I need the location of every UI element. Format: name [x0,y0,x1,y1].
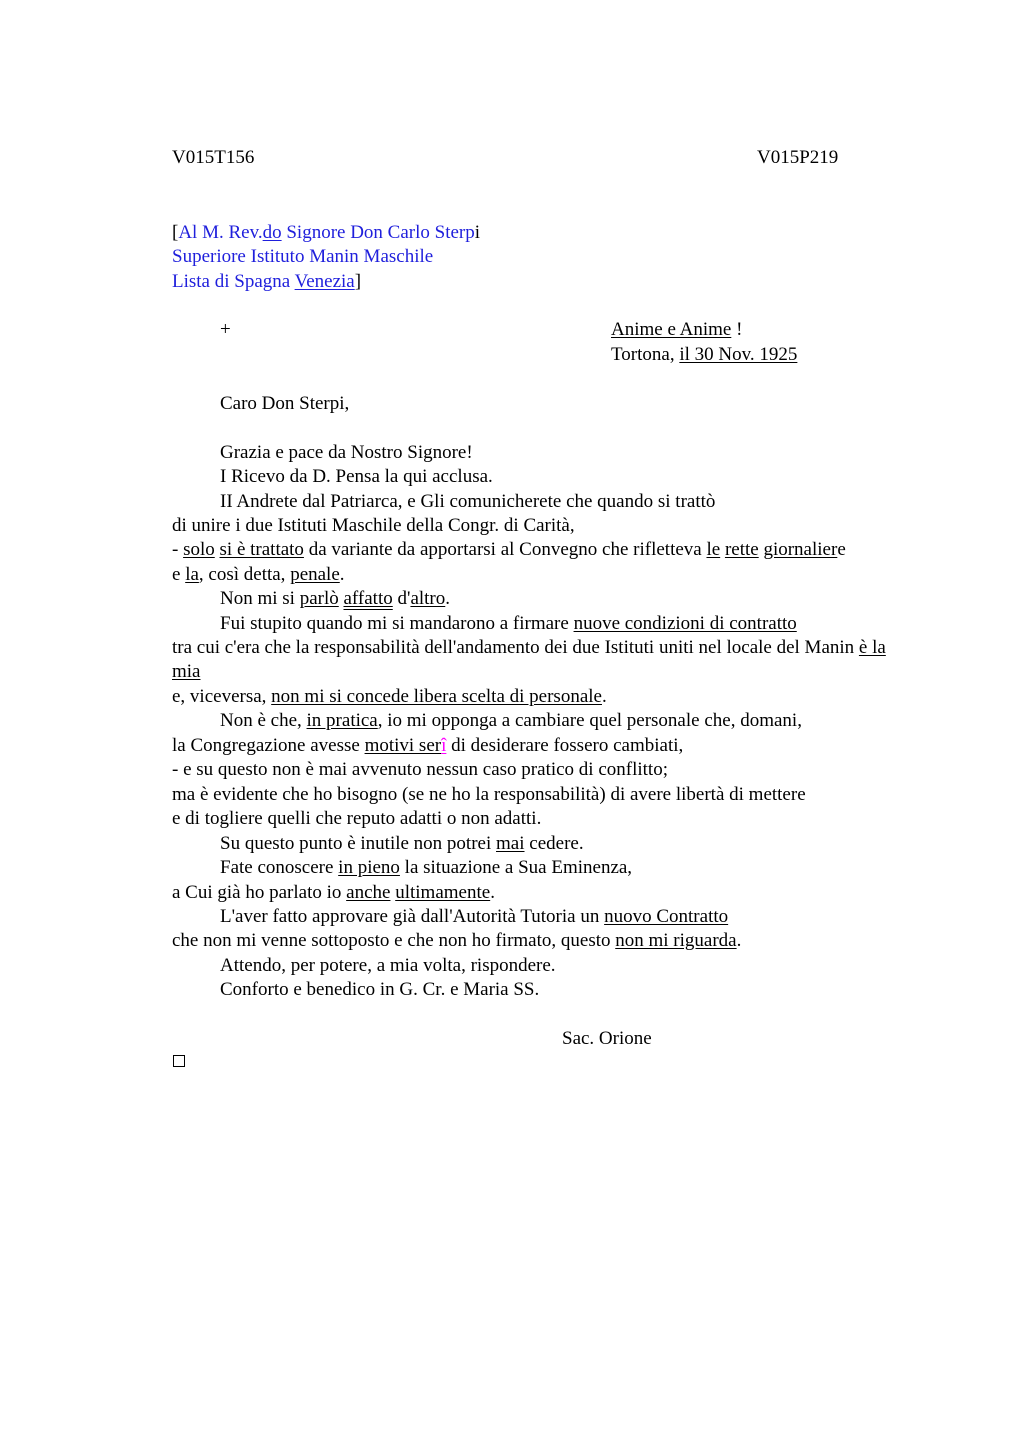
underlined-text: non mi riguarda [615,930,737,951]
text-segment: e [837,539,846,560]
text-segment: a Cui già ho parlato io [172,882,347,903]
body-line-18 [220,857,632,879]
text-segment: Non mi si [220,588,300,609]
body-line-21 [172,930,741,952]
body-line-10: mia [172,661,201,682]
address-recipient: Signore Don Carlo Sterp [281,222,475,243]
body-line-13 [172,735,683,757]
underlined-text: nuove condizioni di contratto [573,613,797,634]
text-segment: - [172,539,184,560]
body-line-2: I Ricevo da D. Pensa la qui acclusa. [220,466,493,487]
underlined-text: in pieno [338,857,400,878]
text-segment: Fui stupito quando mi si mandarono a firmare [220,613,574,634]
document-code-right: V015P219 [757,147,839,168]
underlined-text: rette [724,539,759,560]
body-line-14: - e su questo non è mai avvenuto nessun caso pratico di conflitto; [172,759,668,780]
underlined-text: non mi si concede libera scelta di personale [271,686,602,707]
document-code-left: V015T156 [172,147,255,168]
address-line-3 [172,271,361,293]
cross-symbol: + [220,319,231,340]
body-line-7 [220,588,450,610]
body-line-16: e di togliere quelli che reputo adatti o non adatti. [172,808,542,829]
underlined-text: nuovo Contratto [604,906,729,927]
text-segment: e, viceversa, [172,686,272,707]
bracket-close: ] [354,271,362,292]
body-line-8 [220,613,797,635]
body-line-6 [172,564,345,586]
body-line-15: ma è evidente che ho bisogno (se ne ho la responsabilità) di avere libertà di mettere [172,784,806,805]
underlined-text: è la [858,637,886,658]
underlined-text: solo [183,539,215,560]
body-line-11 [172,686,607,708]
text-segment: d' [392,588,411,609]
text-segment: la Congregazione avesse [172,735,365,756]
body-line-4: di unire i due Istituti Maschile della Congr. di Carità, [172,515,575,536]
underlined-text: penale [290,564,340,585]
text-segment: Su questo punto è inutile non potrei [220,833,497,854]
address-city: Venezia [294,271,355,292]
underlined-text: ultimamente [395,882,491,903]
underlined-text: motivi ser [364,735,442,756]
text-segment: tra cui c'era che la responsabilità dell'andamento dei due Istituti uniti nel locale del Manin [172,637,859,658]
text-segment: . [445,588,451,609]
date-value: il 30 Nov. 1925 [679,344,798,365]
double-underlined-text: affatto [343,588,393,609]
body-line-19 [172,882,495,904]
text-segment: . [339,564,345,585]
address-street: Lista di Spagna [172,271,295,292]
address-line-1 [172,222,480,244]
underlined-text: si è trattato [219,539,304,560]
body-line-20 [220,906,728,928]
underlined-text: in pratica [306,710,378,731]
body-line-12 [220,710,802,732]
text-segment: , così detta, [198,564,291,585]
text-segment: . [490,882,495,903]
underlined-text: mai [496,833,525,854]
body-line-9 [172,637,886,659]
underlined-text: le [706,539,721,560]
body-line-1: Grazia e pace da Nostro Signore! [220,442,473,463]
underlined-text: giornalier [763,539,838,560]
salutation: Caro Don Sterpi, [220,393,350,414]
text-segment: . [736,930,742,951]
address-title: Al M. Rev. [178,222,263,243]
motto-exclamation: ! [731,319,743,340]
body-line-5 [172,539,846,561]
address-line-2: Superiore Istituto Manin Maschile [172,246,434,267]
text-segment: di desiderare fossero cambiati, [446,735,684,756]
address-title-superscript: do [262,222,282,243]
text-segment: Non è che, [220,710,307,731]
body-line-22: Attendo, per potere, a mia volta, rispondere. [220,955,556,976]
text-segment: , io mi opponga a cambiare quel personale che, domani, [377,710,802,731]
text-segment: L'aver fatto approvare già dall'Autorità Tutoria un [220,906,605,927]
text-segment: cedere. [524,833,584,854]
empty-square-symbol [173,1055,185,1067]
body-line-3: II Andrete dal Patriarca, e Gli comunicherete che quando si trattò [220,491,716,512]
body-line-23: Conforto e benedico in G. Cr. e Maria SS. [220,979,540,1000]
body-line-17 [220,833,584,855]
text-segment: e [172,564,186,585]
motto-text: Anime e Anime [611,319,732,340]
underlined-text: anche [346,882,391,903]
signature: Sac. Orione [562,1028,652,1049]
text-segment: da variante da apportarsi al Convegno che rifletteva [303,539,707,560]
text-segment: la situazione a Sua Eminenza, [399,857,633,878]
text-segment: . [601,686,607,707]
highlighted-character: î [441,735,447,756]
text-segment: Fate conoscere [220,857,339,878]
bracket-open: [ [172,222,179,243]
letter-date [611,344,797,366]
address-recipient-end: i [474,222,481,243]
underlined-text: la [185,564,199,585]
motto [611,319,742,341]
underlined-text: altro [410,588,446,609]
underlined-text: parlò [299,588,339,609]
date-place: Tortona, [611,344,680,365]
text-segment: che non mi venne sottoposto e che non ho firmato, questo [172,930,616,951]
